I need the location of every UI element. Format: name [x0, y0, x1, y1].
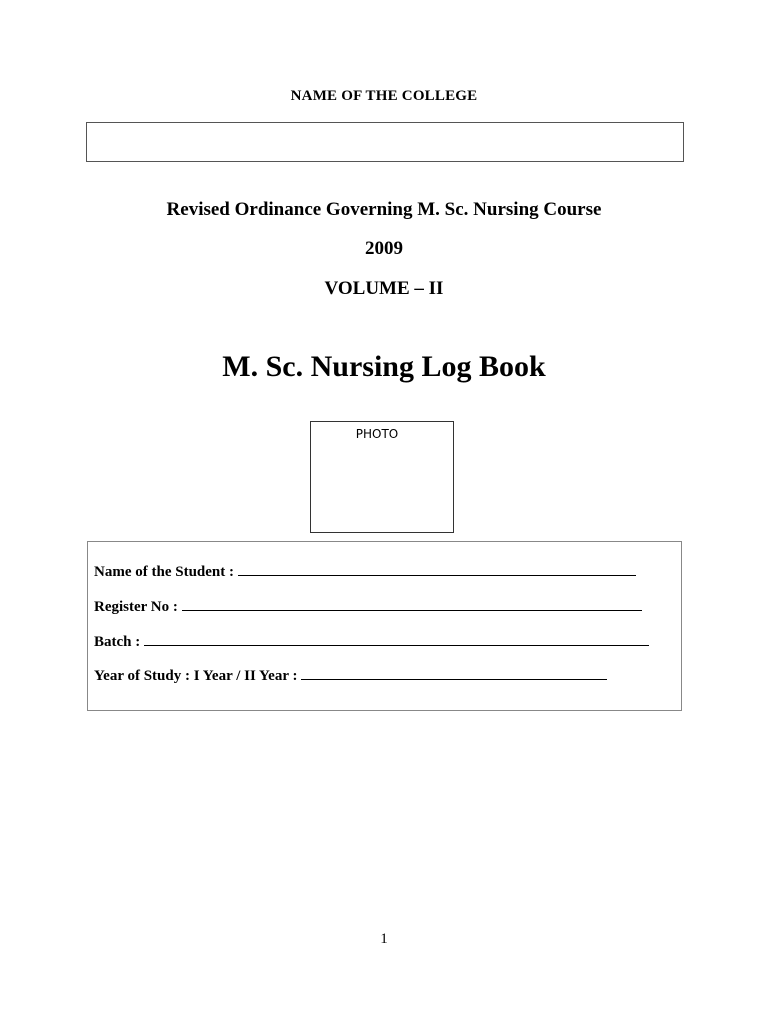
student-name-row: [94, 561, 636, 581]
college-name-field[interactable]: [86, 122, 684, 162]
photo-label: PHOTO: [355, 427, 399, 441]
ordinance-title: Revised Ordinance Governing M. Sc. Nursing Course: [166, 199, 602, 220]
year-of-study-label: Year of Study : I Year / II Year :: [94, 668, 298, 684]
student-name-field[interactable]: [238, 561, 636, 576]
year-of-study-field[interactable]: [301, 665, 607, 680]
student-name-label: Name of the Student :: [94, 564, 234, 580]
register-number-label: Register No :: [94, 599, 178, 615]
volume-label: VOLUME – II: [324, 278, 444, 299]
year-of-study-row: [94, 665, 607, 685]
batch-label: Batch :: [94, 634, 141, 650]
page-number: 1: [380, 931, 388, 947]
register-number-row: [94, 596, 642, 616]
batch-row: [94, 631, 649, 651]
ordinance-year: 2009: [365, 238, 403, 259]
photo-box: [310, 421, 454, 533]
student-details-form: [87, 541, 682, 711]
page-title: M. Sc. Nursing Log Book: [222, 350, 546, 383]
batch-field[interactable]: [144, 631, 649, 646]
college-name-label: NAME OF THE COLLEGE: [290, 88, 478, 104]
register-number-field[interactable]: [182, 596, 642, 611]
